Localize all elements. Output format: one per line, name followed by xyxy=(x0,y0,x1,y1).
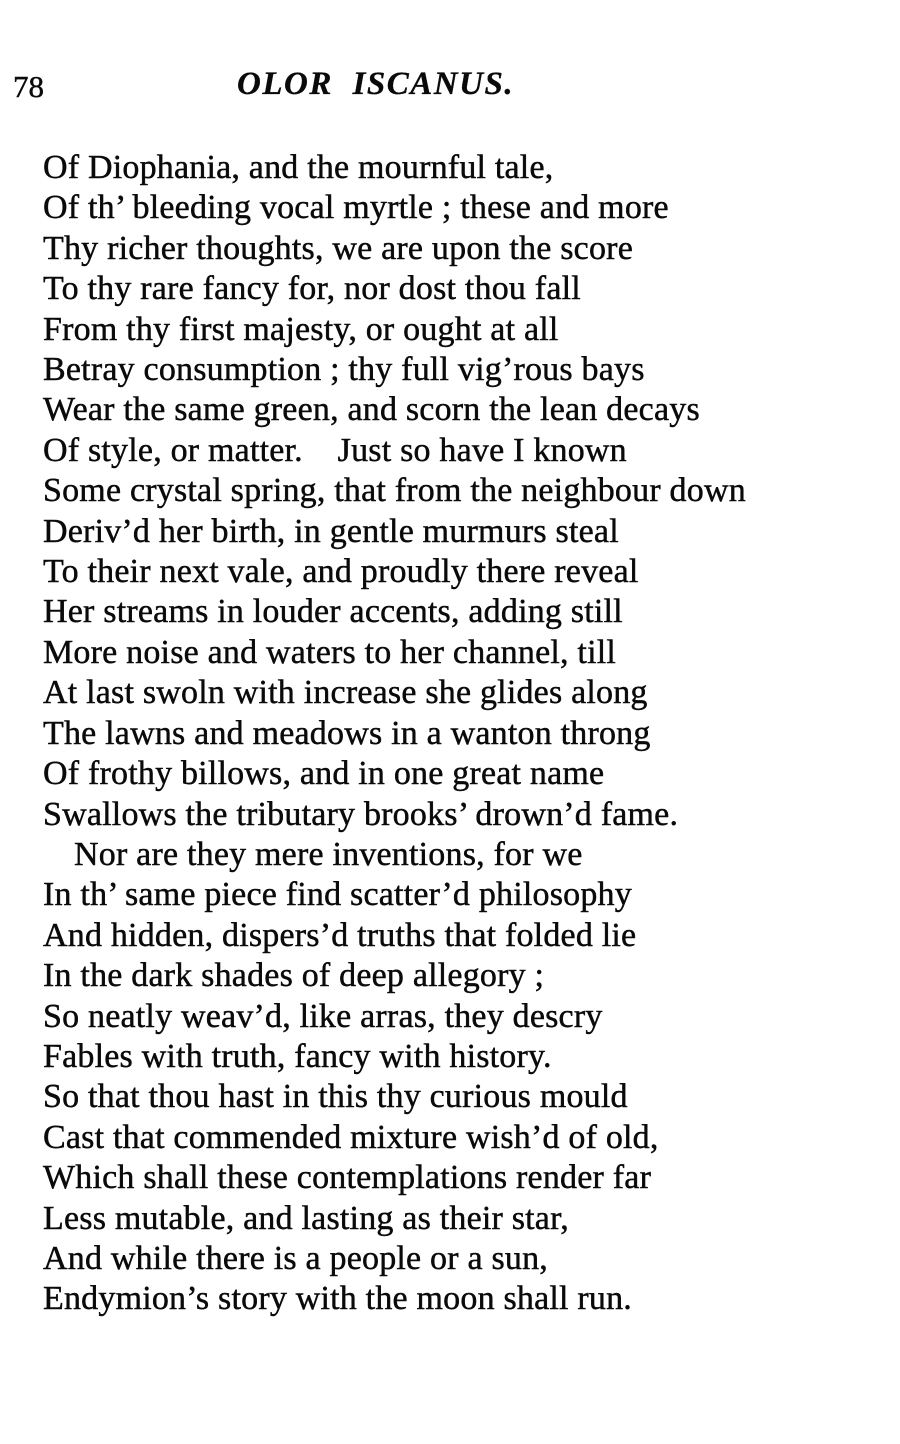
poem-line: More noise and waters to her channel, till xyxy=(43,633,617,671)
poem-line: Which shall these contemplations render far xyxy=(43,1159,652,1197)
page-number: 78 xyxy=(13,69,44,104)
poem-line: Deriv’d her birth, in gentle murmurs steal xyxy=(43,512,619,550)
poem-line: To their next vale, and proudly there reveal xyxy=(43,553,639,591)
poem-line: So that thou hast in this thy curious mould xyxy=(43,1078,628,1116)
poem-body xyxy=(43,148,863,1320)
poem-line: In the dark shades of deep allegory ; xyxy=(43,957,545,995)
running-title: OLOR ISCANUS. xyxy=(237,66,515,102)
poem-line: The lawns and meadows in a wanton throng xyxy=(43,714,651,752)
poem-line: Swallows the tributary brooks’ drown’d fame. xyxy=(43,795,679,833)
poem-line: Wear the same green, and scorn the lean decays xyxy=(43,391,700,429)
poem-line: Her streams in louder accents, adding still xyxy=(43,593,623,631)
poem-line: Fables with truth, fancy with history. xyxy=(43,1037,552,1075)
poem-line: From thy first majesty, or ought at all xyxy=(43,310,559,348)
poem-line: Thy richer thoughts, we are upon the score xyxy=(43,229,633,267)
poem-line: Cast that commended mixture wish’d of old, xyxy=(43,1118,659,1156)
poem-line: Some crystal spring, that from the neighbour down xyxy=(43,472,746,510)
poem-line: Of Diophania, and the mournful tale, xyxy=(43,149,554,186)
poem-line: Of style, or matter. Just so have I known xyxy=(43,431,627,469)
poem-line: In th’ same piece find scatter’d philosophy xyxy=(43,876,632,914)
poem-line: Nor are they mere inventions, for we xyxy=(74,835,583,873)
poem-line: Less mutable, and lasting as their star, xyxy=(43,1199,569,1237)
poem-line: Betray consumption ; thy full vig’rous bays xyxy=(43,351,645,389)
poem-line: At last swoln with increase she glides along xyxy=(43,674,648,712)
poem-line: So neatly weav’d, like arras, they descry xyxy=(43,997,603,1035)
poem-line: To thy rare fancy for, nor dost thou fall xyxy=(43,270,581,308)
page-header xyxy=(0,64,900,108)
poem-line: Of th’ bleeding vocal myrtle ; these and more xyxy=(43,189,669,227)
poem-line: And while there is a people or a sun, xyxy=(43,1239,548,1277)
poem-line: Of frothy billows, and in one great name xyxy=(43,755,605,793)
poem-line: Endymion’s story with the moon shall run. xyxy=(43,1280,633,1318)
poem-line: And hidden, dispers’d truths that folded lie xyxy=(43,916,637,954)
